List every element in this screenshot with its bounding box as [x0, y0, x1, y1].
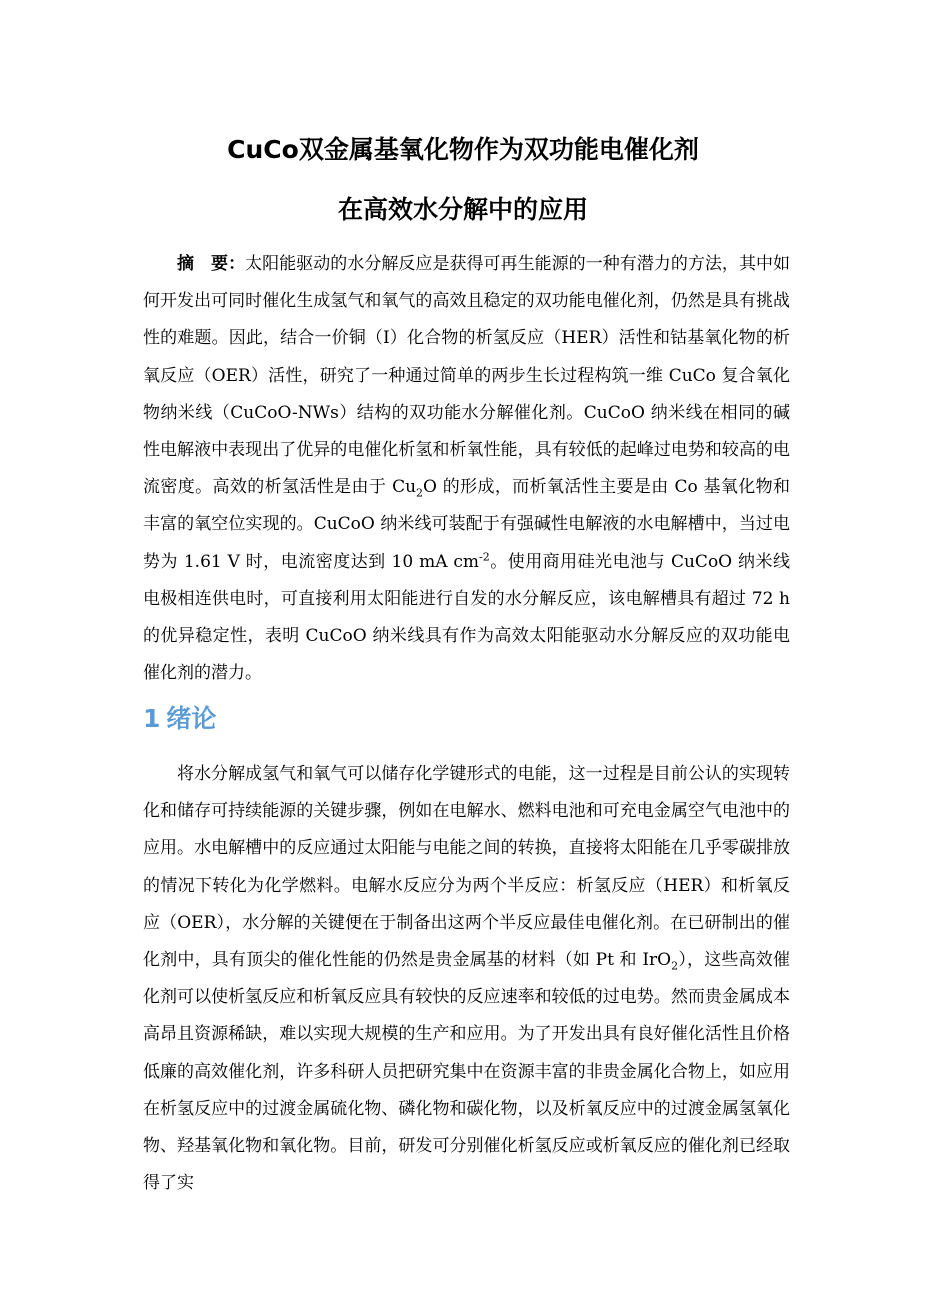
section-number: 1 — [143, 704, 161, 733]
abstract-text-2: O 的形成，而析氧活性主要是由 Co 基氧化物和丰富的氧空位实现的。CuCoO 纳米线可装配于有强碱性电解液的水电解槽中，当过电势为 1.61 V 时，电流密度达到 10 mA cm — [143, 477, 791, 572]
paper-title-line-2: 在高效水分解中的应用 — [337, 195, 588, 224]
abstract-subscript: 2 — [416, 486, 424, 500]
abstract-paragraph — [143, 246, 790, 692]
section-title: 绪论 — [166, 704, 217, 733]
intro-subscript: 2 — [671, 959, 679, 973]
intro-text-1: 将水分解成氢气和氧气可以储存化学键形式的电能，这一过程是目前公认的实现转化和储存可持续能源的关键步骤，例如在电解水、燃料电池和可充电金属空气电池中的应用。水电解槽中的反应通过太阳能与电能之间的转换，直接将太阳能在几乎零碳排放的情况下转化为化学燃料。电解水反应分为两个半反应：析氢反应（HER）和析氧反应（OER），水分解的关键便在于制备出这两个半反应最佳电催化剂。在已研制出的催化剂中，具有顶尖的催化性能的仍然是贵金属基的材料（如 Pt 和 IrO — [143, 764, 790, 971]
abstract-text-1: 太阳能驱动的水分解反应是获得可再生能源的一种有潜力的方法，其中如何开发出可同时催化生成氢气和氧气的高效且稳定的双功能电催化剂，仍然是具有挑战性的难题。因此，结合一价铜（I）化合物的析氢反应（HER）活性和钴基氧化物的析氧反应（OER）活性，研究了一种通过简单的两步生长过程构筑一维 CuCo 复合氧化物纳米线（CuCoO-NWs）结构的双功能水分解催化剂。CuCoO 纳米线在相同的碱性电解液中表现出了优异的电催化析氢和析氧性能，具有较低的起峰过电势和较高的电流密度。高效的析氢活性是由于 Cu — [143, 254, 791, 498]
section-heading-1 — [143, 702, 222, 736]
paper-title-line-1: CuCo双金属基氧化物作为双功能电催化剂 — [227, 135, 699, 164]
abstract-text-3: 。使用商用硅光电池与 CuCoO 纳米线电极相连供电时，可直接利用太阳能进行自发的水分解反应，该电解槽具有超过 72 h 的优异稳定性，表明 CuCoO 纳米线具有作为高效太阳能驱动水分解反应的双功能电催化剂的潜力。 — [143, 551, 790, 684]
intro-text-2: ），这些高效催化剂可以使析氢反应和析氧反应具有较快的反应速率和较低的过电势。然而贵金属成本高昂且资源稀缺，难以实现大规模的生产和应用。为了开发出具有良好催化活性且价格低廉的高效催化剂，许多科研人员把研究集中在资源丰富的非贵金属化合物上，如应用在析氢反应中的过渡金属硫化物、磷化物和碳化物，以及析氧反应中的过渡金属氢氧化物、羟基氧化物和氧化物。目前，研发可分别催化析氢反应或析氧反应的催化剂已经取得了实 — [143, 950, 790, 1194]
abstract-label: 摘 要： — [177, 254, 246, 274]
abstract-superscript: -2 — [479, 549, 490, 563]
intro-paragraph — [143, 756, 790, 1202]
